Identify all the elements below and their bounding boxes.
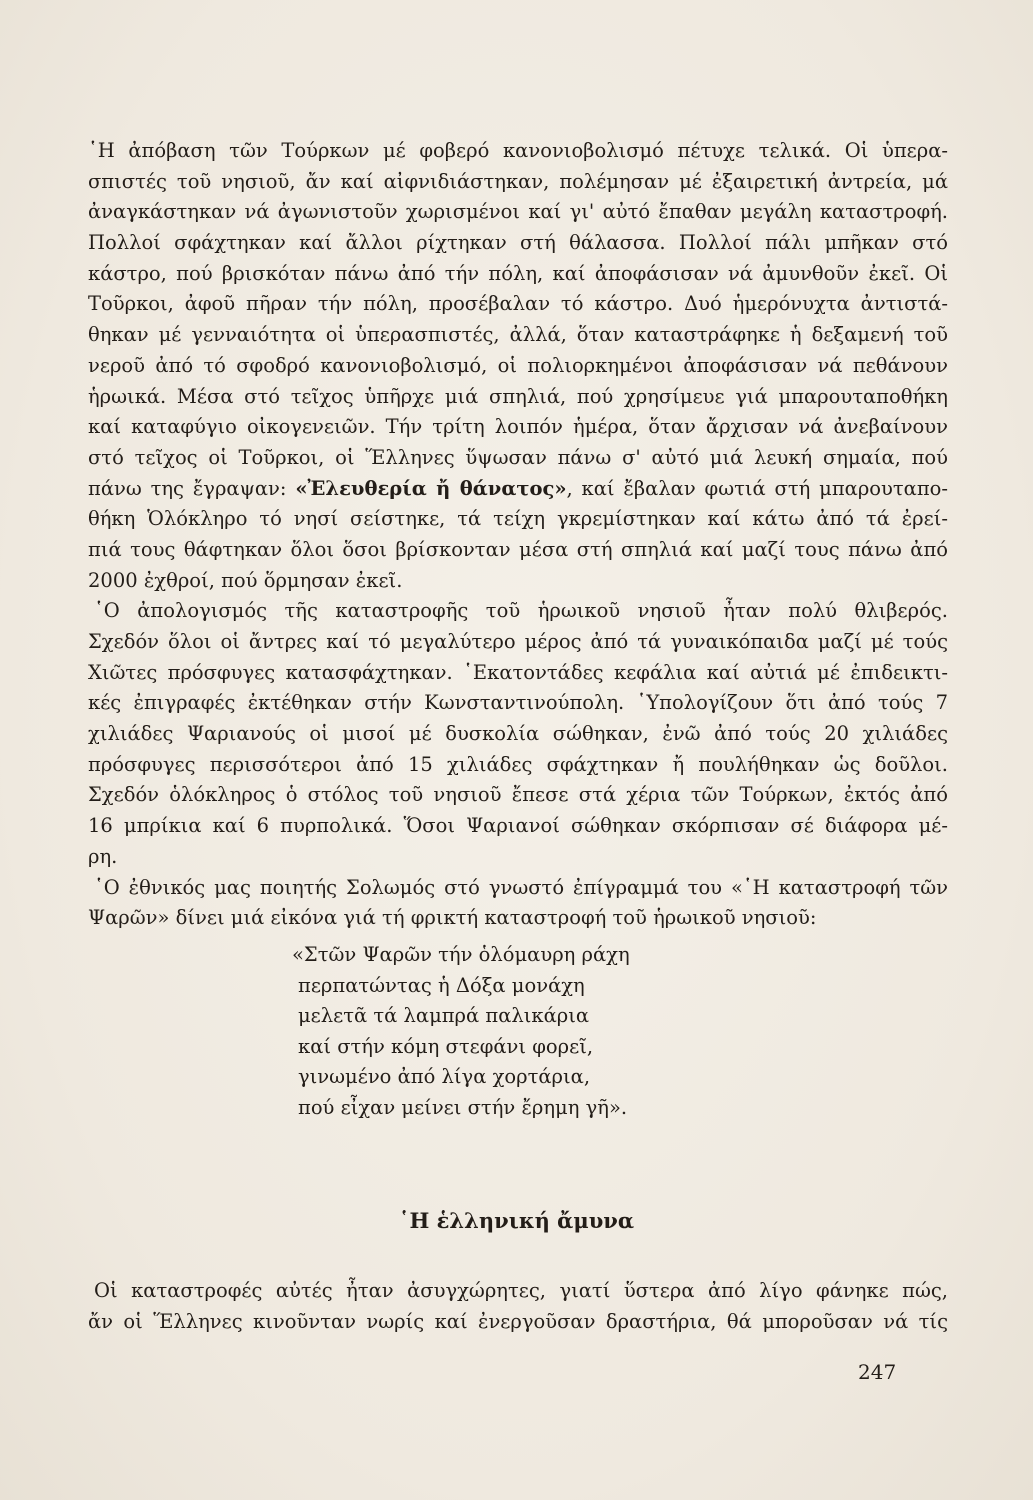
text-line: ρη. xyxy=(88,844,118,868)
motto-line-before: πάνω της ἔγραψαν: xyxy=(88,476,296,500)
text-line: ῾Η ἀπόβαση τῶν Τούρκων μέ φοβερό κανονιοβολισμό πέτυχε τελικά. Οἱ ὑπερα- xyxy=(88,139,948,162)
text-line: πρόσφυγες περισσότεροι ἀπό 15 χιλιάδες σφάχτηκαν ἤ πουλήθηκαν ὡς δοῦλοι. xyxy=(88,752,948,776)
section-text xyxy=(88,1276,948,1337)
poem-line: γινωμένο ἀπό λίγα χορτάρια, xyxy=(298,1065,591,1088)
text-line: κάστρο, πού βρισκόταν πάνω ἀπό τήν πόλη, καί ἀποφάσισαν νά ἀμυνθοῦν ἐκεῖ. Οἱ xyxy=(88,261,948,285)
text-line: νεροῦ ἀπό τό σφοδρό κανονιοβολισμό, οἱ πολιορκημένοι ἀποφάσισαν νά πεθάνουν xyxy=(88,353,948,377)
text-line: θήκη Ὁλόκληρο τό νησί σείστηκε, τά τείχη γκρεμίστηκαν καί κάτω ἀπό τά ἐρεί- xyxy=(88,507,948,531)
text-line: ῾Ο ἀπολογισμός τῆς καταστροφῆς τοῦ ἡρωικοῦ νησιοῦ ἦταν πολύ θλιβερός. xyxy=(94,599,948,623)
poem-line: μελετᾶ τά λαμπρά παλικάρια xyxy=(298,1004,590,1027)
motto-text: «Ἐλευθερία ἤ θάνατος» xyxy=(295,476,567,500)
motto-line xyxy=(88,474,948,505)
text-line: Σχεδόν ὁλόκληρος ὁ στόλος τοῦ νησιοῦ ἔπεσε στά χέρια τῶν Τούρκων, ἐκτός ἀπό xyxy=(88,783,948,807)
text-line: Ψαρῶν» δίνει μιά εἰκόνα γιά τή φρικτή καταστροφή τοῦ ἡρωικοῦ νησιοῦ: xyxy=(88,906,817,930)
poem-line: πού εἶχαν μείνει στήν ἔρημη γῆ». xyxy=(298,1095,628,1119)
section-heading: ῾Η ἑλληνική ἄμυνα xyxy=(398,1208,635,1233)
text-line: πιά τους θάφτηκαν ὅλοι ὅσοι βρίσκονταν μέσα στή σπηλιά καί μαζί τους πάνω ἀπό xyxy=(88,537,948,561)
text-line: σπιστές τοῦ νησιοῦ, ἄν καί αἰφνιδιάστηκαν, πολέμησαν μέ ἐξαιρετική ἀντρεία, μά xyxy=(88,169,948,193)
text-line: ἄν οἱ Ἕλληνες κινοῦνταν νωρίς καί ἐνεργοῦσαν δραστήρια, θά μποροῦσαν νά τίς xyxy=(88,1309,948,1333)
text-line: Σχεδόν ὅλοι οἱ ἄντρες καί τό μεγαλύτερο μέρος ἀπό τά γυναικόπαιδα μαζί μέ τούς xyxy=(88,630,948,653)
main-text xyxy=(88,136,948,934)
text-line: καί καταφύγιο οἰκογενειῶν. Τήν τρίτη λοιπόν ἡμέρα, ὅταν ἄρχισαν νά ἀνεβαίνουν xyxy=(88,415,948,439)
text-line: θηκαν μέ γενναιότητα οἱ ὑπερασπιστές, ἀλλά, ὅταν καταστράφηκε ἡ δεξαμενή τοῦ xyxy=(88,323,948,347)
text-line: Τοῦρκοι, ἀφοῦ πῆραν τήν πόλη, προσέβαλαν τό κάστρο. Δυό ἡμερόνυχτα ἀντιστά- xyxy=(88,292,948,316)
text-line: Οἱ καταστροφές αὐτές ἦταν ἀσυγχώρητες, γιατί ὕστερα ἀπό λίγο φάνηκε πώς, xyxy=(94,1279,948,1302)
text-line: Χιῶτες πρόσφυγες κατασφάχτηκαν. ῾Εκατοντάδες κεφάλια καί αὐτιά μέ ἐπιδεικτι- xyxy=(88,660,948,684)
text-line: 2000 ἐχθροί, πού ὅρμησαν ἐκεῖ. xyxy=(88,568,403,592)
poem-line: περπατώντας ἡ Δόξα μονάχη xyxy=(298,973,585,997)
text-line: κές ἐπιγραφές ἐκτέθηκαν στήν Κωνσταντινούπολη. ῾Υπολογίζουν ὅτι ἀπό τούς 7 xyxy=(88,691,948,715)
motto-line-after: , καί ἔβαλαν φωτιά στή μπαρουταπο- xyxy=(566,476,948,500)
text-line: 16 μπρίκια καί 6 πυρπολικά. Ὅσοι Ψαριανοί σώθηκαν σκόρπισαν σέ διάφορα μέ- xyxy=(88,814,948,838)
poem-line: «Στῶν Ψαρῶν τήν ὁλόμαυρη ράχη xyxy=(292,943,630,966)
text-line: Πολλοί σφάχτηκαν καί ἄλλοι ρίχτηκαν στή θάλασσα. Πολλοί πάλι μπῆκαν στό xyxy=(88,231,948,255)
text-line: ἡρωικά. Μέσα στό τεῖχος ὑπῆρχε μιά σπηλιά, πού χρησίμευε γιά μπαρουταποθήκη xyxy=(88,384,948,408)
text-line: χιλιάδες Ψαριανούς οἱ μισοί μέ δυσκολία σώθηκαν, ἐνῶ ἀπό τούς 20 χιλιάδες xyxy=(88,722,948,746)
poem-line: καί στήν κόμη στεφάνι φορεῖ, xyxy=(298,1034,594,1058)
text-line: ἀναγκάστηκαν νά ἀγωνιστοῦν χωρισμένοι καί γι' αὐτό ἔπαθαν μεγάλη καταστροφή. xyxy=(88,200,948,224)
text-line: ῾Ο ἐθνικός μας ποιητής Σολωμός στό γνωστό ἐπίγραμμά του «῾Η καταστροφή τῶν xyxy=(94,875,948,899)
poem-epigram xyxy=(292,940,892,1123)
text-line: στό τεῖχος οἱ Τοῦρκοι, οἱ Ἕλληνες ὕψωσαν πάνω σ' αὐτό μιά λευκή σημαία, πού xyxy=(88,445,948,469)
page-number: 247 xyxy=(858,1360,897,1384)
